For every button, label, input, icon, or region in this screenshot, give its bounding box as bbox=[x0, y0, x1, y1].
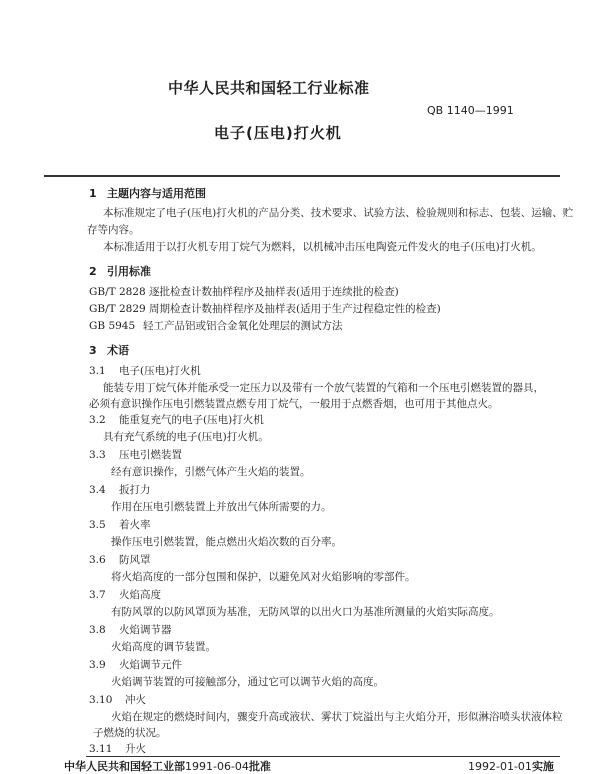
term-title: 着火率 bbox=[119, 519, 151, 531]
issuer: 中华人民共和国轻工业部 bbox=[64, 760, 185, 773]
s1-paragraph-2: 本标准适用于以打火机专用丁烷气为燃料，以机械冲击压电陶瓷元件发火的电子(压电)打火机。 bbox=[103, 241, 542, 253]
approve-label: 批准 bbox=[248, 760, 271, 773]
reference-title: 轻工产品铝或铝合金氧化处理层的测试方法 bbox=[143, 320, 343, 332]
term-title: 火焰调节器 bbox=[119, 624, 172, 636]
section-number: 2 bbox=[89, 265, 97, 278]
section-title: 引用标准 bbox=[107, 265, 151, 278]
term-number: 3.2 bbox=[89, 414, 106, 426]
issuer-line bbox=[64, 758, 271, 774]
section-title: 主题内容与适用范围 bbox=[107, 187, 206, 200]
term-number: 3.10 bbox=[89, 694, 113, 706]
reference-item bbox=[89, 319, 343, 333]
term-number: 3.5 bbox=[89, 519, 106, 531]
implementation-line bbox=[468, 758, 554, 774]
term-definition: 作用在压电引燃装置上并放出气体所需要的力。 bbox=[111, 501, 332, 513]
term-heading bbox=[89, 693, 146, 707]
header-rule bbox=[44, 175, 560, 177]
term-definition: 必须有意识操作压电引燃装置点燃专用丁烷气，一般用于点燃香烟，也可用于其他点火。 bbox=[89, 398, 499, 410]
section-title: 术语 bbox=[107, 344, 129, 357]
term-number: 3.7 bbox=[89, 589, 106, 601]
implementation-date: 1992-01-01 bbox=[468, 760, 532, 773]
term-heading bbox=[89, 518, 151, 532]
term-definition: 子燃烧的状况。 bbox=[93, 727, 167, 739]
term-number: 3.1 bbox=[89, 365, 106, 377]
term-definition: 能装专用丁烷气体并能承受一定压力以及带有一个放气装置的气箱和一个压电引燃装置的器具， bbox=[103, 382, 544, 394]
document-title: 电子(压电)打火机 bbox=[214, 124, 342, 142]
term-title: 火焰调节元件 bbox=[119, 659, 182, 671]
standard-code: QB 1140—1991 bbox=[427, 104, 514, 117]
term-heading bbox=[89, 623, 172, 637]
term-title: 压电引燃装置 bbox=[119, 449, 182, 461]
term-heading bbox=[89, 553, 151, 567]
term-number: 3.6 bbox=[89, 554, 106, 566]
standard-title: 中华人民共和国轻工行业标准 bbox=[168, 79, 370, 97]
term-definition: 操作压电引燃装置，能点燃出火焰次数的百分率。 bbox=[111, 536, 342, 548]
term-title: 火焰高度 bbox=[119, 589, 161, 601]
term-heading bbox=[89, 588, 161, 602]
approve-date: 1991-06-04 bbox=[185, 760, 249, 773]
section-2-heading bbox=[89, 263, 151, 279]
term-number: 3.11 bbox=[89, 743, 113, 755]
term-number: 3.9 bbox=[89, 659, 106, 671]
term-title: 电子(压电)打火机 bbox=[119, 365, 201, 377]
reference-title: 周期检查计数抽样程序及抽样表(适用于生产过程稳定性的检查) bbox=[149, 303, 441, 315]
term-number: 3.3 bbox=[89, 449, 106, 461]
term-heading bbox=[89, 448, 182, 462]
term-definition: 火焰调节装置的可接触部分，通过它可以调节火焰的高度。 bbox=[111, 676, 384, 688]
term-heading bbox=[89, 364, 201, 378]
reference-item bbox=[89, 285, 399, 299]
term-heading bbox=[89, 483, 151, 497]
term-heading bbox=[89, 742, 146, 756]
term-definition: 经有意识操作，引燃气体产生火焰的装置。 bbox=[111, 466, 311, 478]
term-definition: 火焰在规定的燃烧时间内，骤变升高或液状、雾状丁烷溢出与主火焰分开，形似淋浴喷头状液体粒 bbox=[111, 711, 563, 723]
term-title: 冲火 bbox=[125, 694, 146, 706]
term-definition: 火焰高度的调节装置。 bbox=[111, 641, 216, 653]
term-title: 扳打力 bbox=[119, 484, 151, 496]
section-number: 3 bbox=[89, 344, 97, 357]
reference-code: GB/T 2828 bbox=[89, 286, 146, 298]
section-3-heading bbox=[89, 342, 129, 358]
term-title: 能重复充气的电子(压电)打火机 bbox=[119, 414, 264, 426]
term-heading bbox=[89, 658, 182, 672]
reference-code: GB 5945 bbox=[89, 320, 136, 332]
reference-title: 逐批检查计数抽样程序及抽样表(适用于连续批的检查) bbox=[149, 286, 399, 298]
term-title: 升火 bbox=[125, 743, 146, 755]
footer-rule bbox=[86, 756, 560, 757]
section-number: 1 bbox=[89, 187, 97, 200]
term-heading bbox=[89, 413, 264, 427]
term-definition: 有防风罩的以防风罩顶为基准，无防风罩的以出火口为基准所测量的火焰实际高度。 bbox=[111, 606, 500, 618]
section-1-heading bbox=[89, 185, 206, 201]
s1-paragraph-1-line-1: 本标准规定了电子(压电)打火机的产品分类、技术要求、试验方法、检验规则和标志、包装、运输、贮 bbox=[103, 207, 574, 219]
implementation-label: 实施 bbox=[531, 760, 554, 773]
term-definition: 具有充气系统的电子(压电)打火机。 bbox=[103, 431, 269, 443]
reference-code: GB/T 2829 bbox=[89, 303, 146, 315]
term-number: 3.8 bbox=[89, 624, 106, 636]
s1-paragraph-1-line-2: 存等内容。 bbox=[87, 224, 140, 236]
reference-item bbox=[89, 302, 441, 316]
term-definition: 将火焰高度的一部分包围和保护，以避免风对火焰影响的零部件。 bbox=[111, 571, 416, 583]
term-title: 防风罩 bbox=[119, 554, 151, 566]
term-number: 3.4 bbox=[89, 484, 106, 496]
